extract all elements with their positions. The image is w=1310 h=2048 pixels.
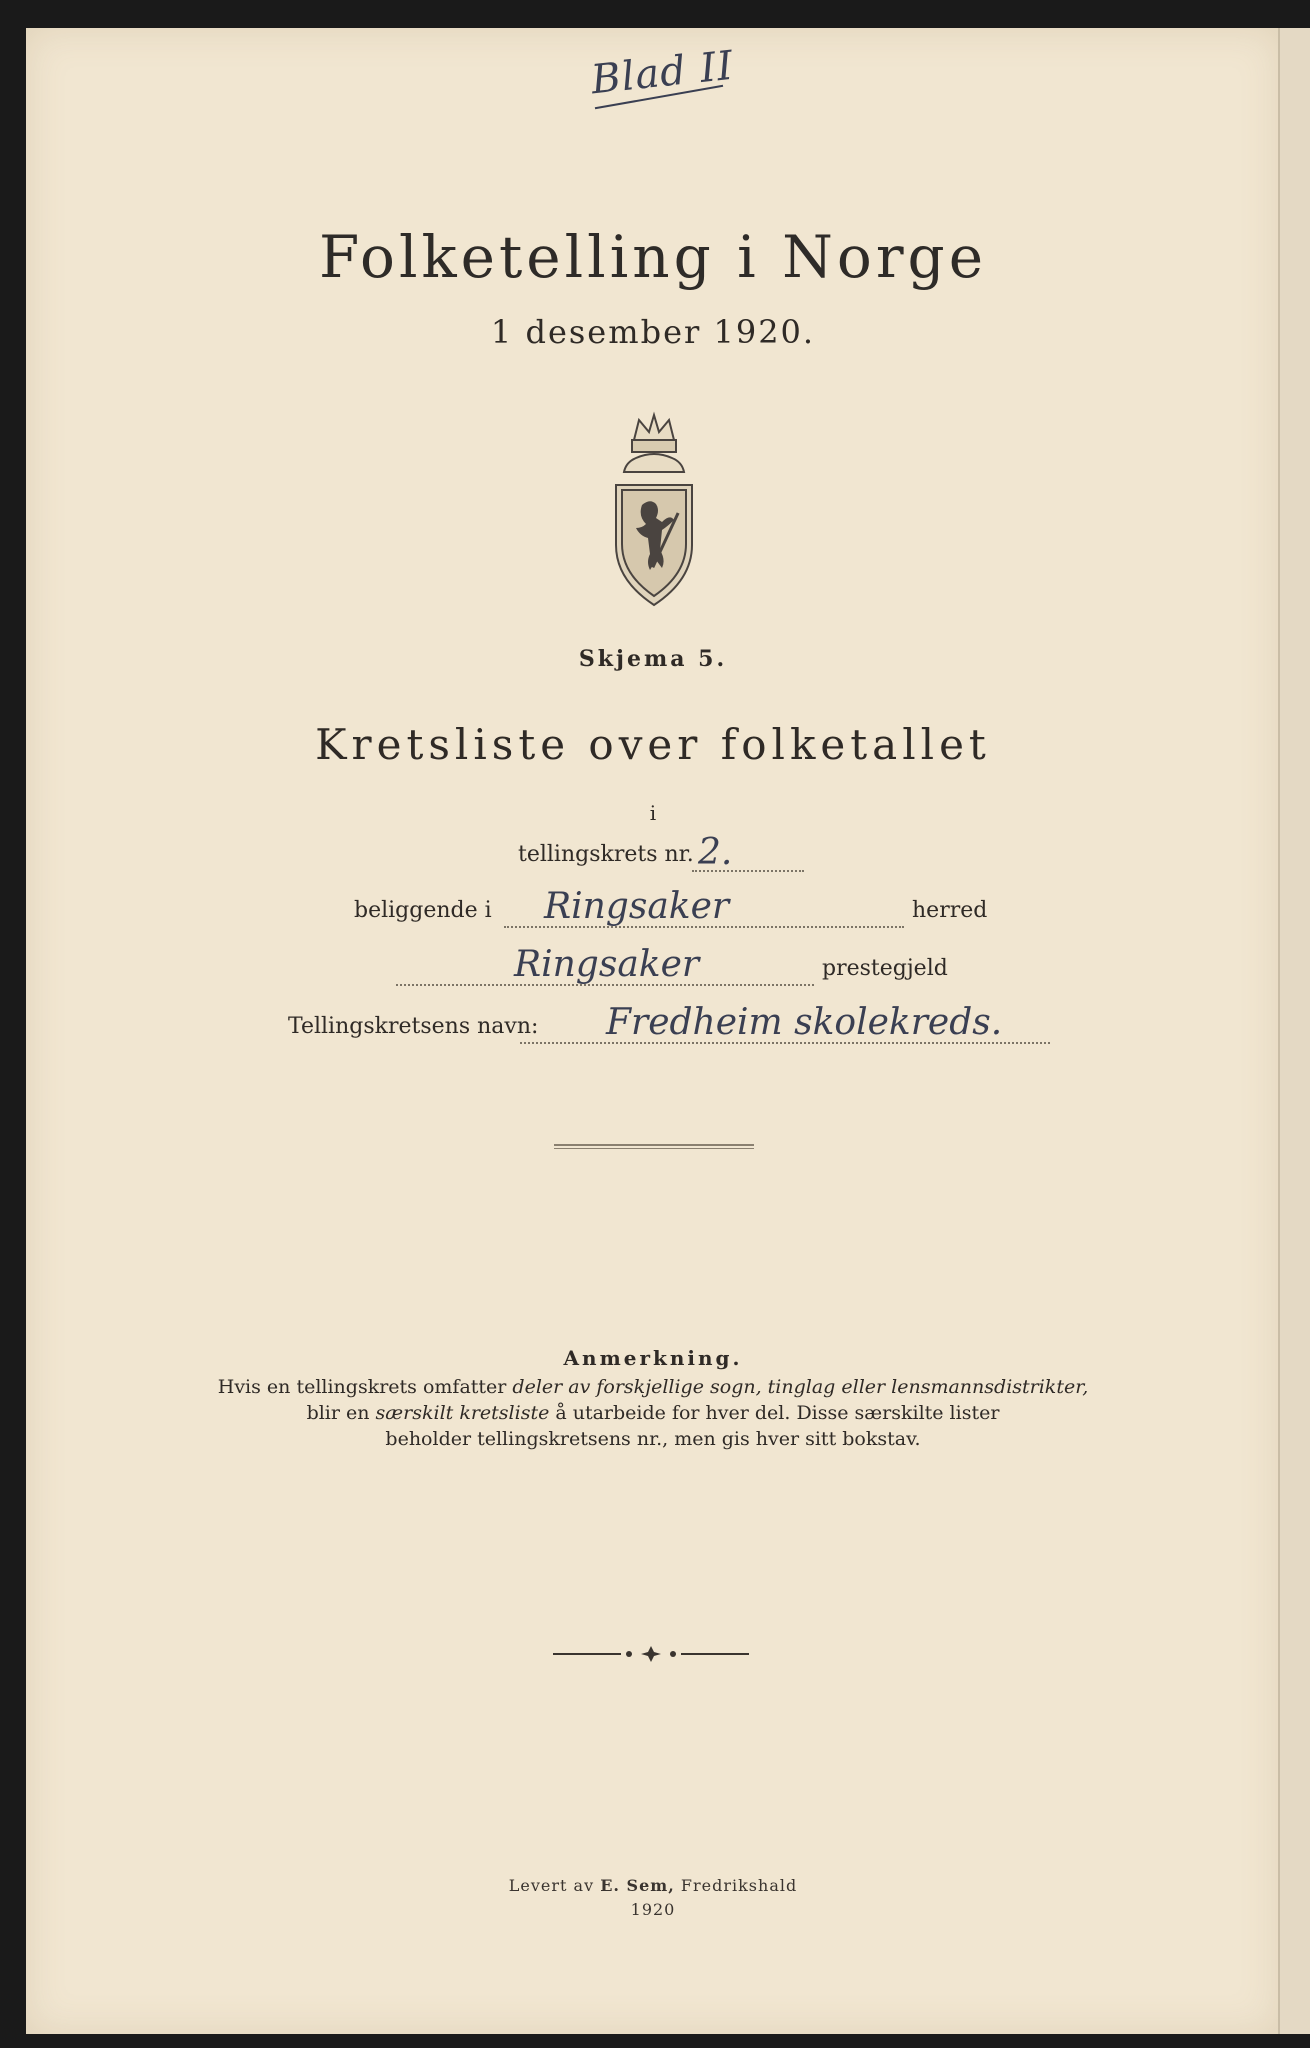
schema-number: Skjema 5. (578, 646, 728, 672)
parish-label: prestegjeld (822, 956, 948, 981)
municipality-value: Ringsaker (544, 886, 730, 927)
municipality-label: herred (912, 898, 988, 923)
note-line-3: beholder tellingskretsens nr., men gis hver sitt bokstav. (385, 1428, 921, 1450)
printer-credit: Levert av E. Sem, Fredrikshald (508, 1876, 798, 1895)
divider (554, 1144, 754, 1149)
preposition: i (649, 801, 657, 825)
ornament-divider (551, 1644, 751, 1664)
census-date: 1 desember 1920. (490, 313, 816, 351)
norwegian-coat-of-arms-icon (604, 410, 704, 610)
form-heading: Kretsliste over folketallet (315, 720, 991, 769)
parish-value: Ringsaker (514, 944, 700, 985)
located-in-label: beliggende i (354, 898, 492, 923)
note-title: Anmerkning. (563, 1346, 743, 1370)
district-name-label: Tellingskretsens navn: (288, 1014, 539, 1039)
district-number-label: tellingskrets nr. (518, 842, 694, 867)
census-form-page (26, 28, 1280, 2034)
handwritten-sheet-note: Blad II (588, 42, 736, 104)
district-name-value: Fredheim skolekreds. (606, 1002, 1003, 1043)
note-line-2: blir en særskilt kretsliste å utarbeide for hver del. Disse særskilte lister (306, 1402, 1000, 1424)
note-line-1: Hvis en tellingskrets omfatter deler av forskjellige sogn, tinglag eller lensmannsdistrikter, (217, 1376, 1089, 1398)
district-number-value: 2. (698, 832, 733, 873)
page-edge (1278, 28, 1310, 2034)
printer-year: 1920 (630, 1900, 676, 1919)
page-title: Folketelling i Norge (318, 223, 988, 291)
